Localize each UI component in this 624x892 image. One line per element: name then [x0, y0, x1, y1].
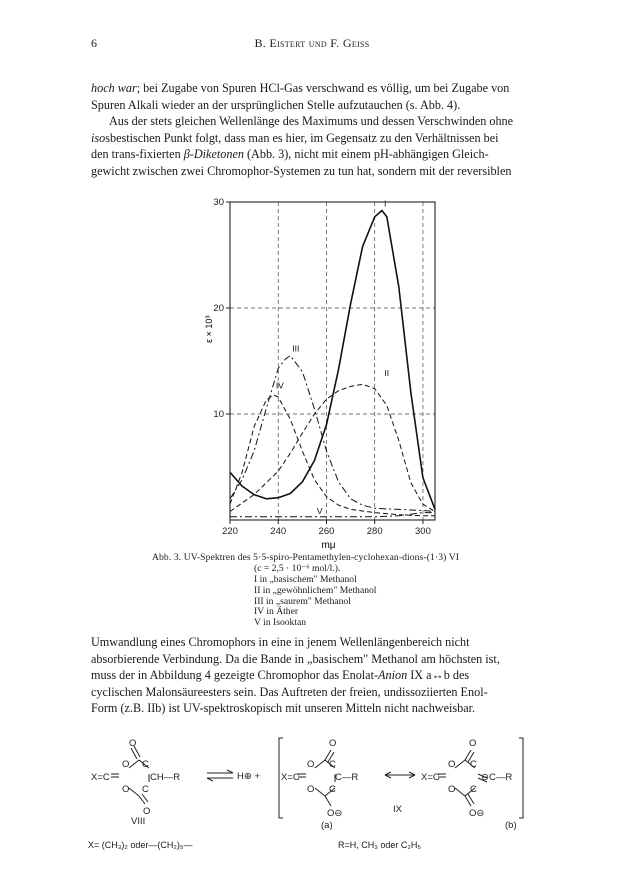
equilibrium-arrow — [207, 770, 233, 781]
carbon-label: C — [142, 759, 149, 770]
carbon-label: C — [329, 784, 336, 795]
caption-item: II in „gewöhnlichem" Methanol — [254, 584, 377, 596]
text-line: IX a↔b des — [407, 668, 470, 683]
series-line — [230, 513, 435, 517]
text-line: den trans-fixierten — [91, 147, 184, 162]
oxide-label: O⊖ — [327, 808, 343, 819]
label-group — [276, 198, 389, 515]
x-tick-label: 300 — [415, 526, 431, 537]
x-substituent: X=C — [91, 772, 110, 783]
h-plus-label: H⊕ + — [237, 771, 261, 782]
paragraph-top — [91, 80, 537, 180]
oxygen-label: O — [307, 784, 315, 795]
series-label: III — [292, 343, 300, 354]
running-title: B. Eistert und F. Geiss — [254, 36, 370, 50]
series-label: IV — [275, 380, 284, 391]
x-substituent: X=C — [421, 772, 440, 783]
oxygen-label: O — [129, 738, 137, 749]
text-line: muss der in Abbildung 4 gezeigte Chromophor das Enolat- — [91, 668, 379, 683]
series-line — [230, 211, 435, 510]
figure-caption-title: Abb. 3. UV-Spektren des 5·5-spiro-Pentamethylen-cyclohexan-dions-(1·3) VI — [152, 552, 460, 563]
x-axis-label: mμ — [321, 540, 336, 551]
text-line: (Abb. 3), nicht mit einem pH-abhängigen Gleich- — [243, 147, 489, 162]
oxygen-label: O — [448, 759, 456, 770]
oxygen-label: O — [329, 738, 337, 749]
resonance-arrow — [385, 772, 415, 778]
text-line: gewicht zwischen zwei Chromophor-Systemen zu tun hat, sondern mit der reversiblen — [91, 163, 512, 178]
oxygen-label: O — [469, 738, 477, 749]
c-r-label: ⊖C—R — [481, 772, 513, 783]
series-label: II — [384, 367, 390, 378]
x-tick-label: 280 — [366, 526, 383, 537]
text-line: sbestischen Punkt folgt, dass man es hier, im Gegensatz zu den Verhältnissen bei — [105, 130, 499, 145]
caption-item: III in „saurem" Methanol — [254, 595, 351, 607]
caption-item: I in „basischem" Methanol — [254, 574, 357, 585]
form-label-a: (a) — [321, 820, 333, 830]
text-line: Umwandlung eines Chromophors in eine in jenem Wellenlängenbereich nicht — [91, 635, 470, 649]
series-line — [230, 384, 435, 511]
text-line: Aus der stets gleichen Wellenlänge des Maximums und dessen Verschwinden ohne — [109, 114, 514, 129]
y-tick-label: 10 — [213, 409, 224, 420]
oxide-label: O⊖ — [469, 808, 485, 819]
text-line: absorbierende Verbindung. Da die Bande in „basischem" Methanol am höchsten ist, — [91, 651, 500, 666]
figure-caption-conc: (c = 2,5 · 10⁻⁶ mol/l.). — [254, 563, 341, 574]
italic-term: Anion — [378, 668, 408, 683]
series-group — [230, 211, 435, 517]
x-tick-label: 260 — [318, 526, 335, 537]
tick-group — [213, 197, 430, 537]
text-line: Spuren Alkali wieder an der ursprünglichen Stelle aufzutauchen (s. Abb. 4). — [91, 97, 461, 112]
carbon-label: C — [329, 759, 336, 770]
x-tick-label: 220 — [222, 526, 238, 537]
y-tick-label: 30 — [213, 197, 224, 208]
caption-item: IV in Äther — [254, 606, 299, 618]
uv-spectra-chart — [200, 190, 450, 555]
x-tick-label: 240 — [270, 526, 287, 537]
series-label: I — [383, 198, 387, 209]
carbon-label: C — [470, 759, 477, 770]
text-line: Form (z.B. IIb) ist UV-spektroskopisch mit unseren Mitteln nicht nachweisbar. — [91, 701, 476, 716]
x-substituent: X=C — [281, 772, 300, 783]
form-label-b: (b) — [505, 820, 517, 830]
caption-item: V in Isooktan — [254, 617, 307, 629]
series-line — [230, 356, 435, 512]
oxygen-label: O — [448, 784, 456, 795]
compound-label-ix: IX — [393, 804, 402, 815]
ch-r-label: CH—R — [150, 772, 181, 783]
double-bond — [111, 774, 119, 777]
y-tick-label: 20 — [213, 303, 224, 314]
grid — [230, 202, 435, 520]
carbon-label: C — [142, 784, 149, 795]
text-line: ; bei Zugabe von Spuren HCl-Gas verschwand es völlig, um bei Zugabe von — [136, 81, 510, 95]
oxygen-label: O — [122, 759, 130, 770]
r-definition: R=H, CH₃ oder C₂H₅ — [338, 840, 422, 850]
italic-prefix: iso — [91, 130, 106, 145]
text-line: cyclischen Malonsäureesters sein. Das Auftreten der freien, undissoziierten Enol- — [91, 684, 488, 699]
plot-frame — [230, 202, 435, 520]
caption-legend — [254, 575, 376, 629]
oxygen-label: O — [143, 806, 151, 817]
carbon-label: C — [470, 784, 477, 795]
y-axis-label: ε × 10³ — [204, 315, 214, 343]
oxygen-label: O — [122, 784, 130, 795]
chemical-scheme — [85, 730, 540, 830]
paragraph-bottom — [91, 634, 537, 717]
x-definition: X= (CH₃)₂ oder—(CH₂)₅— — [88, 840, 193, 850]
italic-term: β-Diketonen — [183, 147, 244, 162]
series-label: V — [316, 505, 323, 516]
page-number: 6 — [91, 36, 97, 50]
italic-phrase: hoch war — [91, 81, 137, 95]
c-r-label: C—R — [335, 772, 359, 783]
compound-label-viii: VIII — [131, 816, 146, 827]
oxygen-label: O — [307, 759, 315, 770]
